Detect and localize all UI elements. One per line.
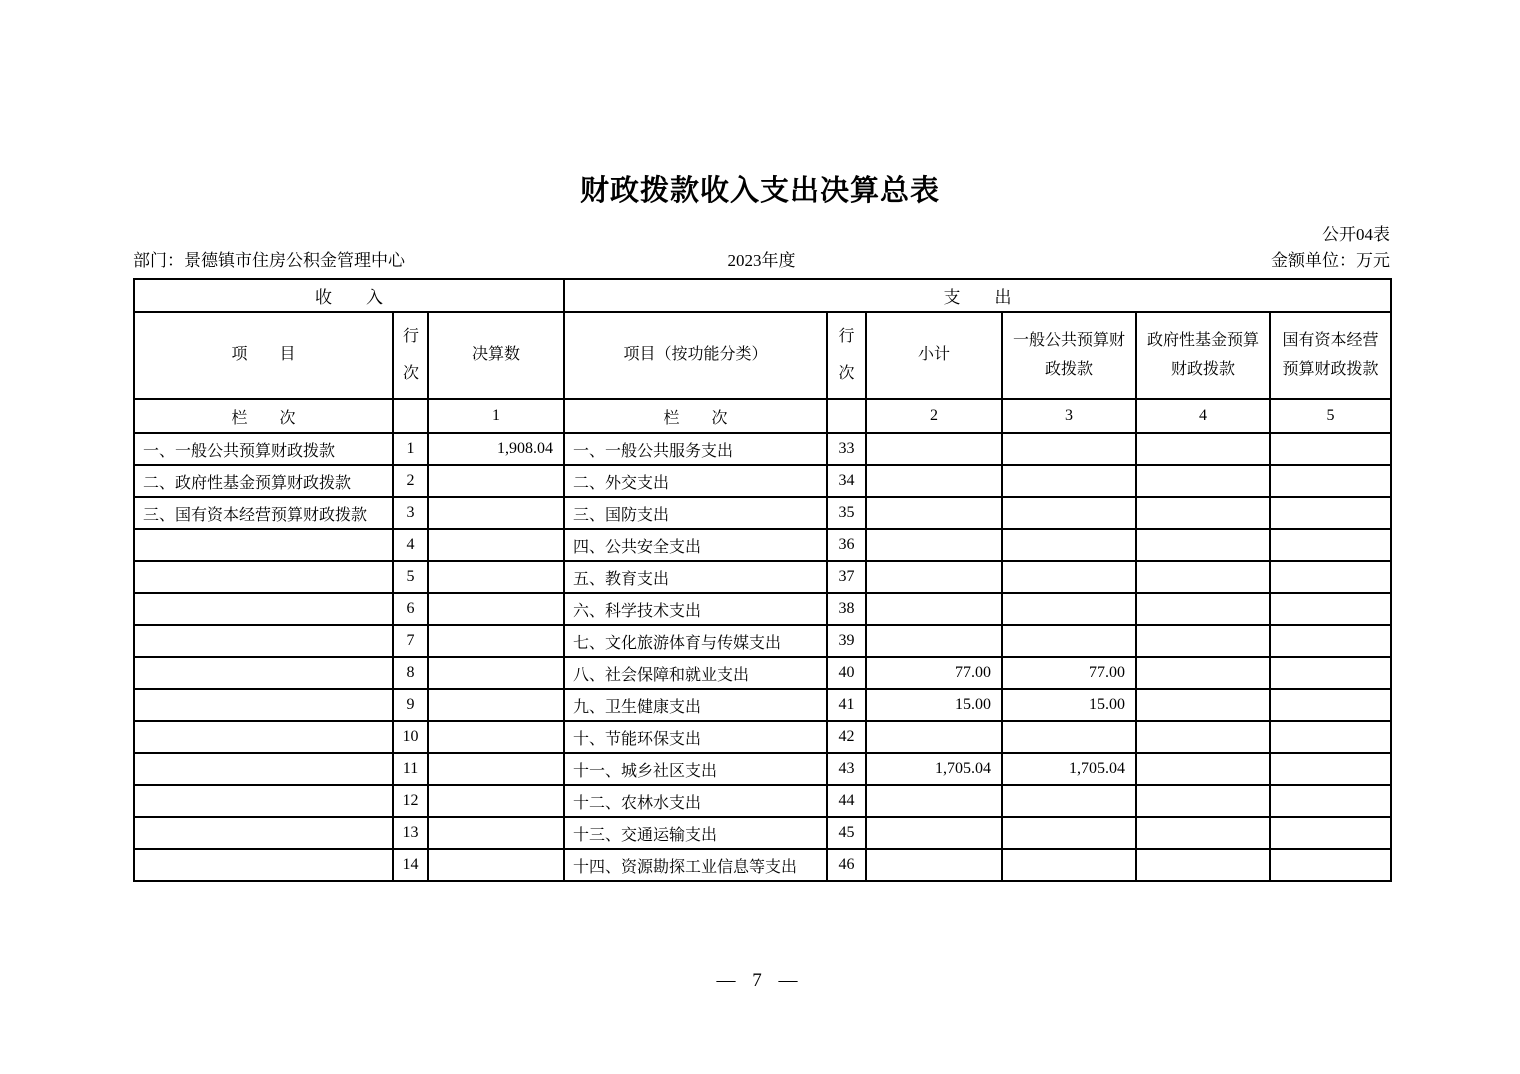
income-item-cell [134, 529, 393, 561]
expense-rowno-cell: 39 [827, 625, 866, 657]
index-expense-label: 栏 次 [564, 399, 827, 433]
state-capital-cell [1270, 689, 1391, 721]
subtotal-cell [866, 721, 1002, 753]
col-header-income-item: 项 目 [134, 312, 393, 399]
table-row [134, 593, 1391, 625]
expense-rowno-cell: 41 [827, 689, 866, 721]
gov-fund-cell [1136, 721, 1270, 753]
expense-rowno-cell: 36 [827, 529, 866, 561]
expense-item-cell: 七、文化旅游体育与传媒支出 [564, 625, 827, 657]
state-capital-cell [1270, 785, 1391, 817]
final-amount-cell [428, 753, 564, 785]
income-rowno-cell: 2 [393, 465, 428, 497]
expense-item-cell: 四、公共安全支出 [564, 529, 827, 561]
col-header-income-rowno: 行次 [393, 312, 428, 399]
income-item-cell [134, 689, 393, 721]
expense-rowno-cell: 40 [827, 657, 866, 689]
expense-item-cell: 十一、城乡社区支出 [564, 753, 827, 785]
expense-item-cell: 二、外交支出 [564, 465, 827, 497]
subtotal-cell [866, 433, 1002, 465]
final-amount-cell [428, 817, 564, 849]
table-row [134, 529, 1391, 561]
info-row [133, 246, 1390, 270]
income-rowno-cell: 4 [393, 529, 428, 561]
income-item-cell: 一、一般公共预算财政拨款 [134, 433, 393, 465]
income-rowno-cell: 3 [393, 497, 428, 529]
state-capital-cell [1270, 497, 1391, 529]
income-item-cell: 二、政府性基金预算财政拨款 [134, 465, 393, 497]
state-capital-cell [1270, 465, 1391, 497]
expense-rowno-cell: 45 [827, 817, 866, 849]
index-gov-fund: 4 [1136, 399, 1270, 433]
income-item-cell [134, 561, 393, 593]
income-rowno-cell: 9 [393, 689, 428, 721]
table-row [134, 561, 1391, 593]
gov-fund-cell [1136, 817, 1270, 849]
section-header-row [134, 279, 1391, 312]
subtotal-cell [866, 625, 1002, 657]
income-item-cell [134, 785, 393, 817]
income-item-cell [134, 817, 393, 849]
general-public-cell [1002, 785, 1136, 817]
table-row [134, 465, 1391, 497]
state-capital-cell [1270, 529, 1391, 561]
table-row [134, 817, 1391, 849]
expense-item-cell: 一、一般公共服务支出 [564, 433, 827, 465]
subtotal-cell: 1,705.04 [866, 753, 1002, 785]
expense-rowno-cell: 37 [827, 561, 866, 593]
gov-fund-cell [1136, 529, 1270, 561]
subtotal-cell [866, 497, 1002, 529]
gov-fund-cell [1136, 657, 1270, 689]
income-section-header: 收 入 [134, 279, 564, 312]
col-header-gov-fund-budget: 政府性基金预算财政拨款 [1136, 312, 1270, 399]
table-row [134, 721, 1391, 753]
subtotal-cell [866, 817, 1002, 849]
general-public-cell [1002, 529, 1136, 561]
state-capital-cell [1270, 849, 1391, 881]
income-rowno-cell: 13 [393, 817, 428, 849]
general-public-cell [1002, 465, 1136, 497]
index-subtotal: 2 [866, 399, 1002, 433]
gov-fund-cell [1136, 497, 1270, 529]
state-capital-cell [1270, 561, 1391, 593]
state-capital-cell [1270, 657, 1391, 689]
subtotal-cell [866, 785, 1002, 817]
expense-rowno-cell: 43 [827, 753, 866, 785]
gov-fund-cell [1136, 625, 1270, 657]
gov-fund-cell [1136, 849, 1270, 881]
final-amount-cell [428, 529, 564, 561]
table-body [134, 433, 1391, 881]
col-header-final-amount: 决算数 [428, 312, 564, 399]
gov-fund-cell [1136, 689, 1270, 721]
final-amount-cell [428, 593, 564, 625]
amount-unit: 金额单位：万元 [1271, 251, 1390, 270]
general-public-cell: 77.00 [1002, 657, 1136, 689]
expense-rowno-cell: 38 [827, 593, 866, 625]
index-general-public: 3 [1002, 399, 1136, 433]
table-row [134, 753, 1391, 785]
expense-item-cell: 五、教育支出 [564, 561, 827, 593]
col-header-expense-rowno: 行次 [827, 312, 866, 399]
index-expense-rowno-blank [827, 399, 866, 433]
general-public-cell [1002, 721, 1136, 753]
final-amount-cell [428, 849, 564, 881]
final-amount-cell: 1,908.04 [428, 433, 564, 465]
income-item-cell [134, 657, 393, 689]
gov-fund-cell [1136, 465, 1270, 497]
table-row [134, 497, 1391, 529]
income-item-cell [134, 625, 393, 657]
subtotal-cell: 15.00 [866, 689, 1002, 721]
fiscal-year: 2023年度 [727, 251, 796, 270]
income-item-cell [134, 849, 393, 881]
final-amount-cell [428, 465, 564, 497]
subtotal-cell [866, 561, 1002, 593]
page-title: 财政拨款收入支出决算总表 [579, 175, 940, 207]
expense-section-header: 支 出 [564, 279, 1391, 312]
subtotal-cell [866, 593, 1002, 625]
table-row [134, 785, 1391, 817]
subtotal-cell: 77.00 [866, 657, 1002, 689]
income-rowno-cell: 7 [393, 625, 428, 657]
gov-fund-cell [1136, 753, 1270, 785]
general-public-cell: 15.00 [1002, 689, 1136, 721]
page-number: — 7 — [716, 970, 804, 991]
col-header-subtotal: 小计 [866, 312, 1002, 399]
state-capital-cell [1270, 753, 1391, 785]
expense-item-cell: 十四、资源勘探工业信息等支出 [564, 849, 827, 881]
income-rowno-cell: 1 [393, 433, 428, 465]
income-item-cell [134, 593, 393, 625]
income-rowno-cell: 10 [393, 721, 428, 753]
income-rowno-cell: 11 [393, 753, 428, 785]
expense-rowno-cell: 33 [827, 433, 866, 465]
state-capital-cell [1270, 593, 1391, 625]
expense-item-cell: 九、卫生健康支出 [564, 689, 827, 721]
general-public-cell [1002, 817, 1136, 849]
expense-item-cell: 十三、交通运输支出 [564, 817, 827, 849]
expense-rowno-cell: 35 [827, 497, 866, 529]
gov-fund-cell [1136, 433, 1270, 465]
income-item-cell [134, 721, 393, 753]
col-header-expense-item: 项目（按功能分类） [564, 312, 827, 399]
income-item-cell [134, 753, 393, 785]
general-public-cell [1002, 433, 1136, 465]
gov-fund-cell [1136, 593, 1270, 625]
doc-form-label: 公开04表 [1322, 225, 1390, 244]
table-row [134, 689, 1391, 721]
expense-item-cell: 六、科学技术支出 [564, 593, 827, 625]
col-header-state-capital-budget: 国有资本经营预算财政拨款 [1270, 312, 1391, 399]
table-row [134, 849, 1391, 881]
income-rowno-cell: 8 [393, 657, 428, 689]
expense-item-cell: 十二、农林水支出 [564, 785, 827, 817]
general-public-cell [1002, 625, 1136, 657]
col-header-general-public-budget: 一般公共预算财政拨款 [1002, 312, 1136, 399]
state-capital-cell [1270, 721, 1391, 753]
general-public-cell [1002, 561, 1136, 593]
table-row [134, 625, 1391, 657]
income-rowno-cell: 14 [393, 849, 428, 881]
table-row [134, 657, 1391, 689]
expense-rowno-cell: 46 [827, 849, 866, 881]
final-amount-cell [428, 657, 564, 689]
column-header-row [134, 312, 1391, 399]
state-capital-cell [1270, 625, 1391, 657]
general-public-cell: 1,705.04 [1002, 753, 1136, 785]
subtotal-cell [866, 529, 1002, 561]
index-income-label: 栏 次 [134, 399, 393, 433]
expense-rowno-cell: 34 [827, 465, 866, 497]
income-rowno-cell: 12 [393, 785, 428, 817]
general-public-cell [1002, 497, 1136, 529]
department-name: 部门：景德镇市住房公积金管理中心 [133, 251, 405, 270]
general-public-cell [1002, 593, 1136, 625]
expense-item-cell: 三、国防支出 [564, 497, 827, 529]
fiscal-appropriation-table [133, 278, 1392, 882]
state-capital-cell [1270, 433, 1391, 465]
index-final-amount: 1 [428, 399, 564, 433]
income-item-cell: 三、国有资本经营预算财政拨款 [134, 497, 393, 529]
gov-fund-cell [1136, 561, 1270, 593]
state-capital-cell [1270, 817, 1391, 849]
final-amount-cell [428, 785, 564, 817]
expense-item-cell: 十、节能环保支出 [564, 721, 827, 753]
final-amount-cell [428, 561, 564, 593]
final-amount-cell [428, 497, 564, 529]
final-amount-cell [428, 625, 564, 657]
subtotal-cell [866, 465, 1002, 497]
table-row [134, 433, 1391, 465]
column-index-row [134, 399, 1391, 433]
final-amount-cell [428, 721, 564, 753]
index-state-capital: 5 [1270, 399, 1391, 433]
expense-rowno-cell: 42 [827, 721, 866, 753]
gov-fund-cell [1136, 785, 1270, 817]
index-income-rowno-blank [393, 399, 428, 433]
expense-item-cell: 八、社会保障和就业支出 [564, 657, 827, 689]
expense-rowno-cell: 44 [827, 785, 866, 817]
income-rowno-cell: 5 [393, 561, 428, 593]
subtotal-cell [866, 849, 1002, 881]
income-rowno-cell: 6 [393, 593, 428, 625]
general-public-cell [1002, 849, 1136, 881]
final-amount-cell [428, 689, 564, 721]
